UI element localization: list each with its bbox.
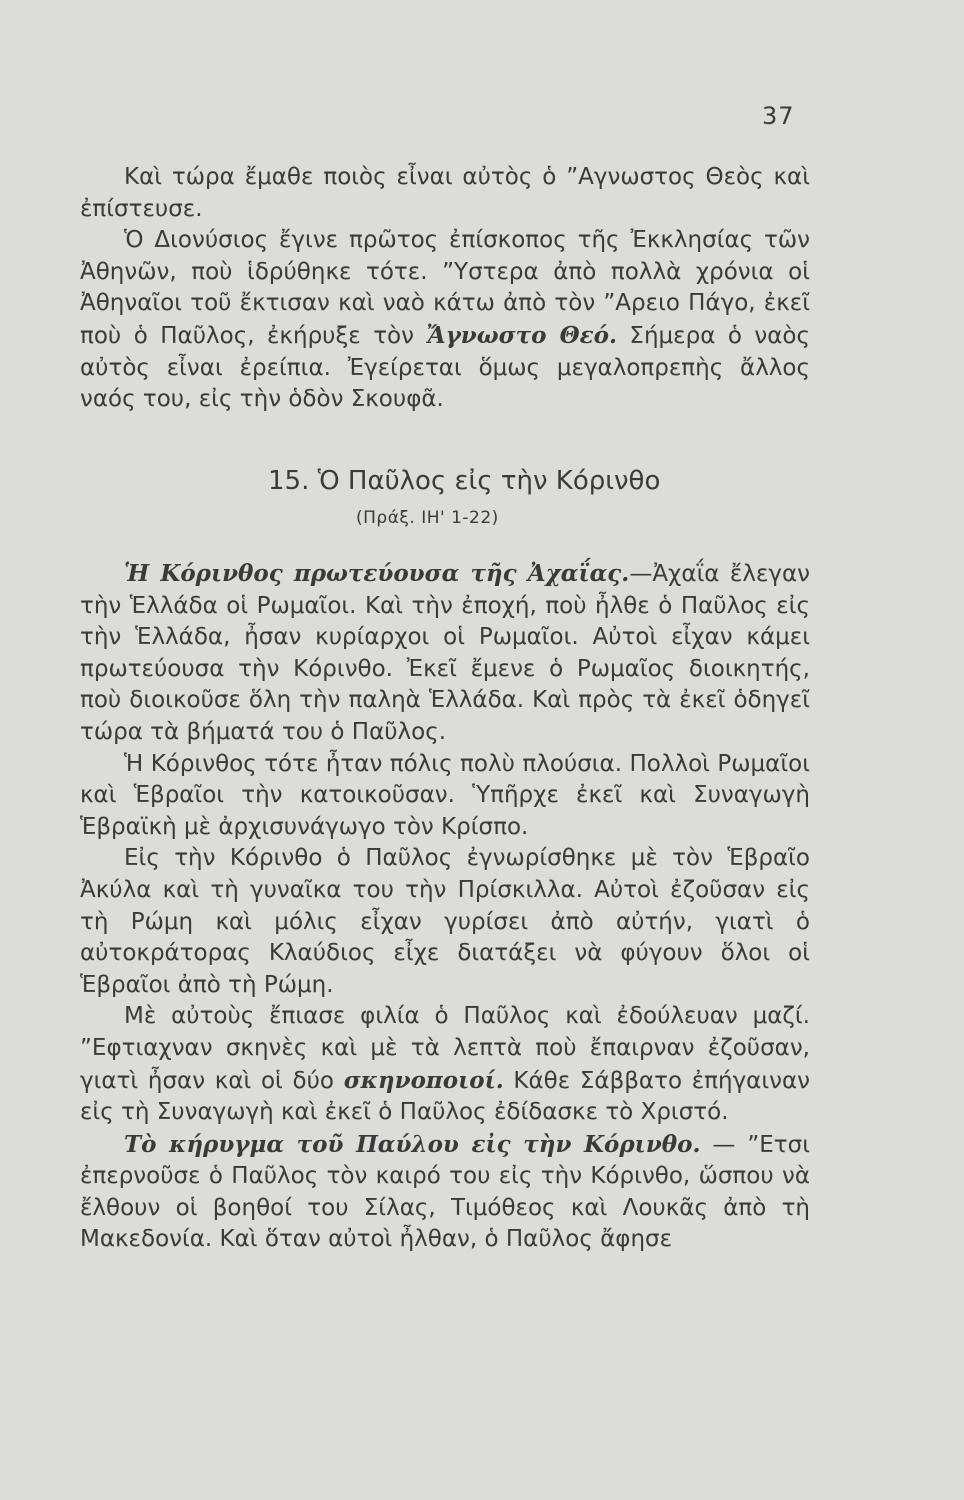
tentmakers-text-end: Κάθε Σάββατο ἐπήγαιναν εἰς τὴ Συναγωγὴ καὶ ἐκεῖ ὁ Παῦλος ἐδίδασκε τὸ Χριστό. <box>80 1067 810 1126</box>
paragraph-preaching <box>80 1129 810 1256</box>
paragraph-corinth-capital <box>80 558 810 749</box>
section-body <box>80 558 810 1256</box>
paragraph-tentmakers <box>80 1001 810 1128</box>
corinth-capital-title: Ἡ Κόρινθος πρωτεύουσα τῆς Ἀχαΐας. <box>124 560 630 587</box>
unknown-god-emphasis: Ἄγνωστο Θεό. <box>426 321 617 349</box>
top-text <box>80 162 810 416</box>
section-heading: 15. Ὁ Παῦλος εἰς τὴν Κόρινθο <box>268 466 661 496</box>
page-number: 37 <box>762 102 795 130</box>
paragraph-corinth-wealth: Ἡ Κόρινθος τότε ἦταν πόλις πολὺ πλούσια. Πολλοὶ Ρωμαῖοι καὶ Ἑβραῖοι τὴν κατοικοῦσαν. Ὑπῆρχε ἐκεῖ καὶ Συναγωγὴ Ἑβραϊκὴ μὲ ἀρχισυνάγωγο τὸν Κρίσπο. <box>80 750 810 840</box>
paragraph-unknown-god: Καὶ τώρα ἔμαθε ποιὸς εἶναι αὐτὸς ὁ ”Αγνωστος Θεὸς καὶ ἐπίστευσε. <box>80 164 810 222</box>
corinth-capital-text: —Ἀχαΐα ἔλεγαν τὴν Ἑλλάδα οἱ Ρωμαῖοι. Καὶ τὴν ἐποχή, ποὺ ἦλθε ὁ Παῦλος εἰς τὴν Ἑλλάδα, ἦσαν κυρίαρχοι οἱ Ρωμαῖοι. Αὐτοὶ εἶχαν κάμει πρωτεύουσα τὴν Κόρινθο. Ἐκεῖ ἔμενε ὁ Ρωμαῖος διοικητής, ποὺ διοικοῦσε ὅλη τὴν παληὰ Ἑλλάδα. Καὶ πρὸς τὰ ἐκεῖ ὁδηγεῖ τώρα τὰ βήματά του ὁ Παῦλος. <box>80 561 811 745</box>
scripture-reference: (Πράξ. ΙΗ' 1-22) <box>356 508 499 528</box>
tentmakers-emphasis: σκηνοποιοί. <box>343 1066 504 1094</box>
preaching-title: Τὸ κήρυγμα τοῦ Παύλου εἰς τὴν Κόρινθο. <box>124 1130 701 1158</box>
paragraph-aquila: Εἰς τὴν Κόρινθο ὁ Παῦλος ἐγνωρίσθηκε μὲ τὸν Ἑβραῖο Ἀκύλα καὶ τὴ γυναῖκα του τὴν Πρίσκιλλα. Αὐτοὶ ἐζοῦσαν εἰς τὴ Ρώμη καὶ μόλις εἶχαν γυρίσει ἀπὸ αὐτήν, γιατὶ ὁ αὐτοκράτορας Κλαύδιος εἶχε διατάξει νὰ φύγουν ὅλοι οἱ Ἑβραῖοι ἀπὸ τὴ Ρώμη. <box>80 845 810 998</box>
preaching-text: — ”Ετσι ἐπερνοῦσε ὁ Παῦλος τὸν καιρό του εἰς τὴν Κόρινθο, ὥσπου νὰ ἔλθουν οἱ βοηθοί του Σίλας, Τιμόθεος καὶ Λουκᾶς ἀπὸ τὴ Μακεδονία. Καὶ ὅταν αὐτοὶ ἦλθαν, ὁ Παῦλος ἄφησε <box>80 1131 810 1253</box>
dionysius-text-end: Σήμερα ὁ ναὸς αὐτὸς εἶναι ἐρείπια. Ἐγείρεται ὅμως μεγαλοπρεπὴς ἄλλος ναός του, εἰς τὴν ὁδὸν Σκουφᾶ. <box>80 322 810 413</box>
paragraph-dionysius <box>80 225 810 416</box>
tentmakers-text-start: Μὲ αὐτοὺς ἔπιασε φιλία ὁ Παῦλος καὶ ἐδούλευαν μαζί. ”Εφτιαχναν σκηνὲς καὶ μὲ τὰ λεπτὰ ποὺ ἔπαιρναν ἐζοῦσαν, γιατὶ ἦσαν καὶ οἱ δύο <box>80 1003 810 1094</box>
dionysius-text-start: Ὁ Διονύσιος ἔγινε πρῶτος ἐπίσκοπος τῆς Ἐκκλησίας τῶν Ἀθηνῶν, ποὺ ἱδρύθηκε τότε. ”Υστερα ἀπὸ πολλὰ χρόνια οἱ Ἀθηναῖοι τοῦ ἔκτισαν καὶ ναὸ κάτω ἀπὸ τὸν ”Αρειο Πάγο, ἐκεῖ ποὺ ὁ Παῦλος, ἐκήρυξε τὸν <box>80 227 810 349</box>
